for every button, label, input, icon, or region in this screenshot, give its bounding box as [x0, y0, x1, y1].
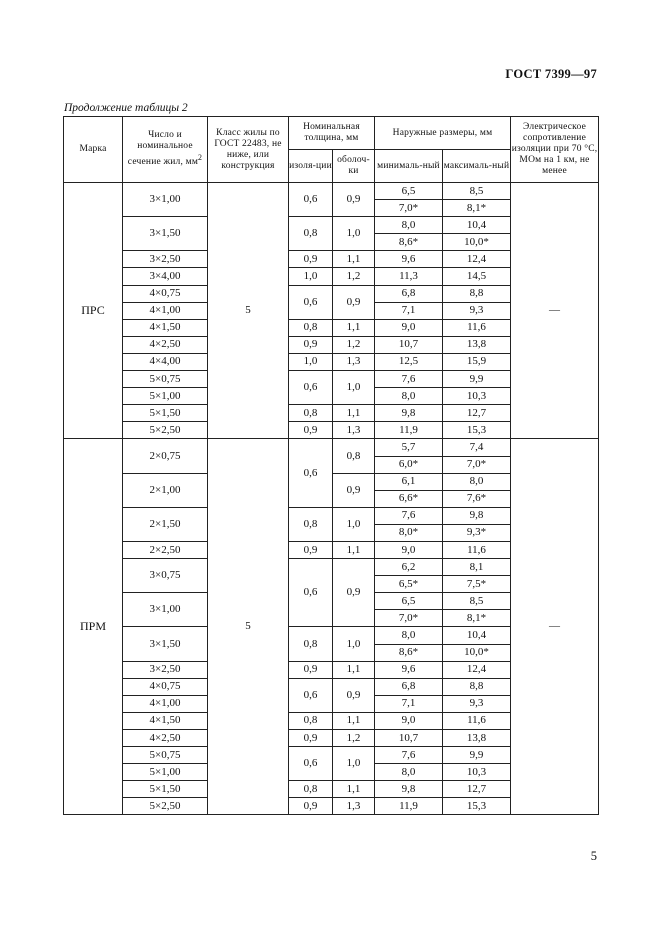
outer-diameter-min: 9,0 [375, 712, 443, 729]
insulation-thickness: 0,9 [289, 422, 333, 439]
outer-diameter-max: 12,4 [443, 661, 511, 678]
outer-diameter-max: 8,8 [443, 678, 511, 695]
outer-diameter-min: 8,6* [375, 234, 443, 251]
outer-diameter-min: 8,0 [375, 217, 443, 234]
sheath-thickness: 1,1 [333, 712, 375, 729]
outer-diameter-min: 9,6 [375, 251, 443, 268]
page-number: 5 [590, 849, 597, 863]
outer-diameter-max: 11,6 [443, 712, 511, 729]
outer-diameter-max: 10,3 [443, 764, 511, 781]
col-thickness-header: Номинальная толщина, мм [289, 117, 375, 150]
sheath-thickness: 0,9 [333, 678, 375, 712]
outer-diameter-max: 13,8 [443, 336, 511, 353]
cores-section: 5×0,75 [123, 371, 208, 388]
cores-section: 2×2,50 [123, 541, 208, 558]
sheath-thickness: 0,9 [333, 285, 375, 319]
outer-diameter-max: 9,8 [443, 507, 511, 524]
outer-diameter-max: 8,5 [443, 183, 511, 200]
outer-diameter-max: 9,3 [443, 302, 511, 319]
outer-diameter-max: 8,1* [443, 200, 511, 217]
outer-diameter-min: 11,9 [375, 422, 443, 439]
sheath-thickness: 0,9 [333, 559, 375, 627]
outer-diameter-max: 15,3 [443, 798, 511, 815]
cable-mark: ПРС [64, 183, 123, 439]
outer-diameter-min: 12,5 [375, 353, 443, 370]
insulation-thickness: 0,6 [289, 439, 333, 507]
insulation-thickness: 0,8 [289, 507, 333, 541]
outer-diameter-max: 7,5* [443, 576, 511, 593]
outer-diameter-max: 12,7 [443, 781, 511, 798]
outer-diameter-min: 6,5 [375, 593, 443, 610]
cores-section: 4×2,50 [123, 730, 208, 747]
outer-diameter-max: 10,4 [443, 217, 511, 234]
insulation-thickness: 0,8 [289, 217, 333, 251]
insulation-thickness: 1,0 [289, 353, 333, 370]
outer-diameter-max: 7,4 [443, 439, 511, 456]
col-resistance-header: Электрическое сопротивление изоляции при 70 °С, МОм на 1 км, не менее [511, 117, 599, 183]
outer-diameter-max: 7,0* [443, 456, 511, 473]
sheath-thickness: 1,2 [333, 268, 375, 285]
insulation-thickness: 0,9 [289, 730, 333, 747]
cores-section: 3×0,75 [123, 559, 208, 593]
cores-section: 5×1,50 [123, 781, 208, 798]
cores-section: 4×4,00 [123, 353, 208, 370]
sheath-thickness: 0,9 [333, 473, 375, 507]
insulation-thickness: 0,8 [289, 781, 333, 798]
sheath-thickness: 1,0 [333, 627, 375, 661]
cores-section: 4×0,75 [123, 285, 208, 302]
cores-section: 4×1,00 [123, 302, 208, 319]
outer-diameter-max: 10,0* [443, 234, 511, 251]
outer-diameter-max: 11,6 [443, 319, 511, 336]
outer-diameter-max: 8,8 [443, 285, 511, 302]
conductor-class: 5 [208, 439, 289, 815]
cores-section: 4×2,50 [123, 336, 208, 353]
col-dims-header: Наружные размеры, мм [375, 117, 511, 150]
outer-diameter-min: 7,6 [375, 507, 443, 524]
outer-diameter-min: 8,0 [375, 764, 443, 781]
col-sheath-header: оболоч-ки [333, 150, 375, 183]
insulation-thickness: 0,9 [289, 661, 333, 678]
table-row [64, 183, 599, 200]
cores-section: 3×4,00 [123, 268, 208, 285]
cores-section: 5×2,50 [123, 798, 208, 815]
sheath-thickness: 1,3 [333, 798, 375, 815]
col-max-header: максималь-ный [443, 150, 511, 183]
sheath-thickness: 1,0 [333, 217, 375, 251]
conductor-class: 5 [208, 183, 289, 439]
cores-section: 3×1,50 [123, 217, 208, 251]
outer-diameter-min: 11,3 [375, 268, 443, 285]
outer-diameter-max: 15,3 [443, 422, 511, 439]
outer-diameter-max: 15,9 [443, 353, 511, 370]
cores-section: 4×1,00 [123, 695, 208, 712]
insulation-thickness: 0,9 [289, 251, 333, 268]
outer-diameter-min: 9,8 [375, 405, 443, 422]
outer-diameter-max: 7,6* [443, 490, 511, 507]
cores-section: 2×1,00 [123, 473, 208, 507]
outer-diameter-min: 8,0 [375, 388, 443, 405]
insulation-thickness: 0,6 [289, 747, 333, 781]
outer-diameter-min: 9,0 [375, 319, 443, 336]
sheath-thickness: 1,1 [333, 781, 375, 798]
insulation-thickness: 0,6 [289, 285, 333, 319]
insulation-thickness: 0,6 [289, 183, 333, 217]
insulation-resistance: — [511, 183, 599, 439]
outer-diameter-max: 10,4 [443, 627, 511, 644]
outer-diameter-min: 6,5* [375, 576, 443, 593]
sheath-thickness: 1,1 [333, 661, 375, 678]
insulation-thickness: 0,8 [289, 319, 333, 336]
outer-diameter-min: 11,9 [375, 798, 443, 815]
sheath-thickness: 1,0 [333, 747, 375, 781]
cores-section: 5×2,50 [123, 422, 208, 439]
outer-diameter-min: 6,2 [375, 559, 443, 576]
outer-diameter-min: 9,0 [375, 541, 443, 558]
outer-diameter-min: 8,0* [375, 524, 443, 541]
col-class-header: Класс жилы по ГОСТ 22483, не ниже, или конструкция [208, 117, 289, 183]
outer-diameter-max: 9,9 [443, 747, 511, 764]
insulation-thickness: 1,0 [289, 268, 333, 285]
outer-diameter-min: 7,6 [375, 371, 443, 388]
outer-diameter-min: 6,6* [375, 490, 443, 507]
cores-section: 3×1,50 [123, 627, 208, 661]
cores-section: 2×0,75 [123, 439, 208, 473]
insulation-resistance: — [511, 439, 599, 815]
outer-diameter-min: 8,6* [375, 644, 443, 661]
outer-diameter-max: 12,7 [443, 405, 511, 422]
cable-table [63, 116, 599, 815]
sheath-thickness: 1,0 [333, 507, 375, 541]
outer-diameter-min: 8,0 [375, 627, 443, 644]
cores-section: 3×2,50 [123, 251, 208, 268]
outer-diameter-min: 6,8 [375, 678, 443, 695]
col-mark-header: Марка [64, 117, 123, 183]
outer-diameter-max: 14,5 [443, 268, 511, 285]
cores-section: 5×0,75 [123, 747, 208, 764]
sheath-thickness: 1,1 [333, 319, 375, 336]
sheath-thickness: 1,2 [333, 336, 375, 353]
insulation-thickness: 0,8 [289, 627, 333, 661]
outer-diameter-min: 7,1 [375, 302, 443, 319]
cores-section: 3×1,00 [123, 593, 208, 627]
table-caption: Продолжение таблицы 2 [64, 102, 188, 114]
table-row [64, 439, 599, 456]
sheath-thickness: 1,1 [333, 405, 375, 422]
outer-diameter-max: 9,3* [443, 524, 511, 541]
col-insulation-header: изоля-ции [289, 150, 333, 183]
col-section-sup: 2 [198, 153, 203, 163]
col-section-text: Число и номинальное сечение жил, мм [127, 130, 199, 168]
sheath-thickness: 1,3 [333, 422, 375, 439]
outer-diameter-min: 10,7 [375, 730, 443, 747]
cores-section: 5×1,00 [123, 764, 208, 781]
insulation-thickness: 0,9 [289, 541, 333, 558]
sheath-thickness: 1,0 [333, 371, 375, 405]
outer-diameter-min: 10,7 [375, 336, 443, 353]
outer-diameter-min: 7,0* [375, 610, 443, 627]
outer-diameter-max: 13,8 [443, 730, 511, 747]
cores-section: 2×1,50 [123, 507, 208, 541]
sheath-thickness: 1,1 [333, 541, 375, 558]
outer-diameter-max: 10,3 [443, 388, 511, 405]
outer-diameter-max: 8,1 [443, 559, 511, 576]
insulation-thickness: 0,9 [289, 798, 333, 815]
insulation-thickness: 0,8 [289, 712, 333, 729]
sheath-thickness: 1,1 [333, 251, 375, 268]
cores-section: 4×0,75 [123, 678, 208, 695]
outer-diameter-max: 9,3 [443, 695, 511, 712]
outer-diameter-min: 5,7 [375, 439, 443, 456]
outer-diameter-max: 11,6 [443, 541, 511, 558]
outer-diameter-max: 9,9 [443, 371, 511, 388]
outer-diameter-min: 7,1 [375, 695, 443, 712]
insulation-thickness: 0,8 [289, 405, 333, 422]
cores-section: 5×1,50 [123, 405, 208, 422]
insulation-thickness: 0,6 [289, 678, 333, 712]
cores-section: 3×2,50 [123, 661, 208, 678]
col-min-header: минималь-ный [375, 150, 443, 183]
sheath-thickness: 0,9 [333, 183, 375, 217]
outer-diameter-min: 7,6 [375, 747, 443, 764]
cores-section: 5×1,00 [123, 388, 208, 405]
insulation-thickness: 0,6 [289, 559, 333, 627]
sheath-thickness: 1,2 [333, 730, 375, 747]
outer-diameter-min: 6,1 [375, 473, 443, 490]
table-body [64, 183, 599, 815]
outer-diameter-min: 6,8 [375, 285, 443, 302]
outer-diameter-min: 9,8 [375, 781, 443, 798]
outer-diameter-max: 8,5 [443, 593, 511, 610]
cores-section: 4×1,50 [123, 712, 208, 729]
outer-diameter-min: 6,5 [375, 183, 443, 200]
standard-number: ГОСТ 7399—97 [505, 67, 597, 81]
insulation-thickness: 0,9 [289, 336, 333, 353]
outer-diameter-max: 8,1* [443, 610, 511, 627]
outer-diameter-max: 10,0* [443, 644, 511, 661]
outer-diameter-min: 9,6 [375, 661, 443, 678]
sheath-thickness: 0,8 [333, 439, 375, 473]
cores-section: 3×1,00 [123, 183, 208, 217]
outer-diameter-min: 6,0* [375, 456, 443, 473]
sheath-thickness: 1,3 [333, 353, 375, 370]
outer-diameter-max: 8,0 [443, 473, 511, 490]
col-section-header [123, 117, 208, 183]
outer-diameter-max: 12,4 [443, 251, 511, 268]
insulation-thickness: 0,6 [289, 371, 333, 405]
outer-diameter-min: 7,0* [375, 200, 443, 217]
cores-section: 4×1,50 [123, 319, 208, 336]
cable-mark: ПРМ [64, 439, 123, 815]
